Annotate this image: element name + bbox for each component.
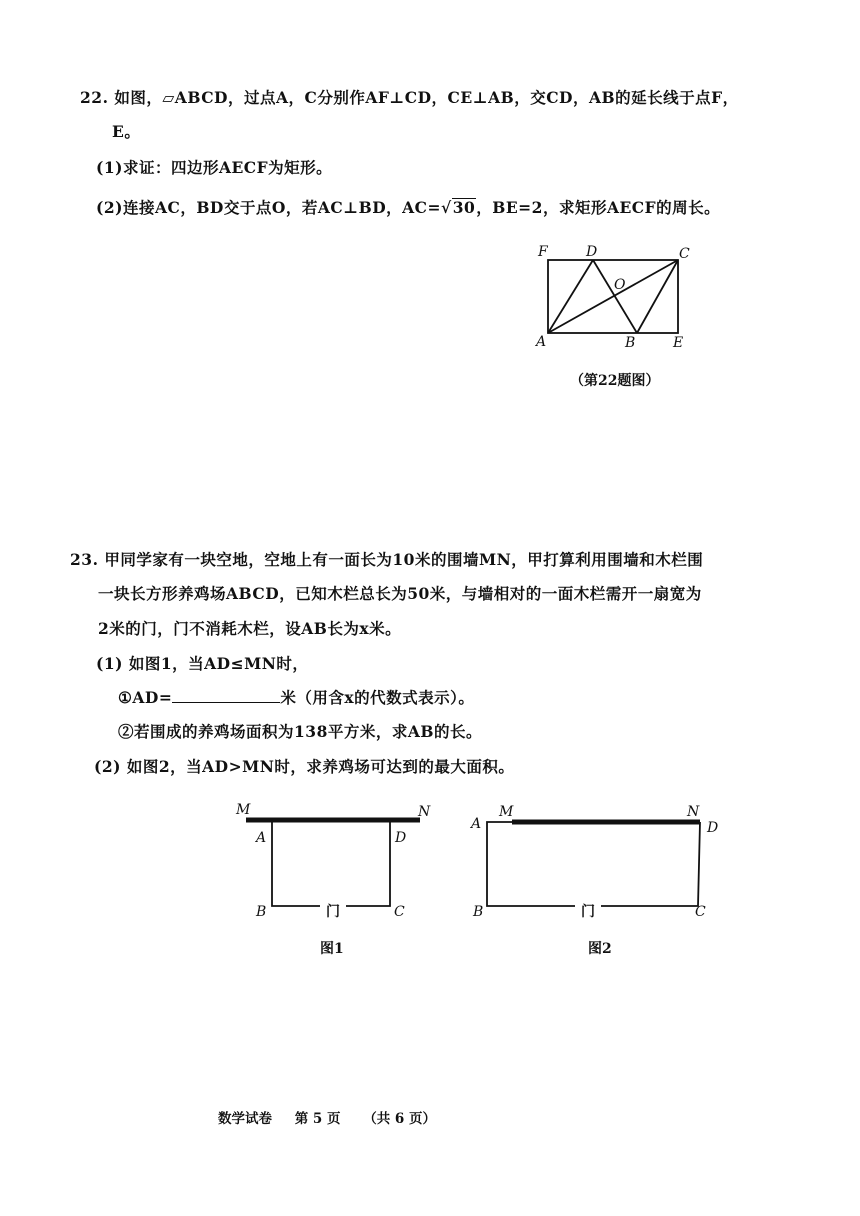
label-b: B [625,335,636,351]
q23-stem-text: 甲同学家有一块空地，空地上有一面长为10米的围墙MN，甲打算利用围墙和木栏围 [104,550,704,569]
q22-part1: (1)求证：四边形AECF为矩形。 [96,158,333,177]
q22-part2 [96,196,720,218]
fig1-label-b: B [256,904,267,920]
label-a: A [536,334,547,350]
page-footer [218,1107,436,1127]
q23-sub1-post: 米（用含x的代数式表示）。 [280,688,475,707]
fig1-label-c: C [394,904,405,920]
q23-stem-line2: 一块长方形养鸡场ABCD，已知木栏总长为50米，与墙相对的一面木栏需开一扇宽为 [98,584,702,603]
fig2-label-a: A [471,816,482,832]
fig2-label-b: B [473,904,484,920]
label-c: C [679,246,690,262]
fig1-label-n: N [418,804,431,820]
fig1-gate: 门 [326,904,340,920]
label-e: E [673,335,684,351]
q23-figure1 [230,800,440,925]
q23-line1 [70,548,703,570]
q23-part2: (2) 如图2，当AD>MN时，求养鸡场可达到的最大面积。 [94,757,515,776]
q22-figure [530,238,710,353]
segment-ad [548,260,593,333]
q23-figure2 [465,800,735,925]
q22-stem-text: 如图，▱ABCD，过点A，C分别作AF⊥CD，CE⊥AB，交CD，AB的延长线于点F， [114,88,739,107]
q22-sqrt-radicand: 30 [452,198,476,217]
sqrt-symbol: √ [441,198,452,217]
q23-sub1 [118,686,474,708]
fig2-label-c: C [695,904,706,920]
q23-figure2-caption: 图2 [588,941,612,957]
fig1-label-d: D [395,830,407,846]
q23-sub2: ②若围成的养鸡场面积为138平方米，求AB的长。 [118,722,482,741]
segment-db [593,260,637,333]
q23-number: 23. [70,550,99,569]
fence-left-bottom [272,822,320,906]
footer-subject: 数学试卷 [218,1111,272,1127]
fig1-label-a: A [256,830,267,846]
fig2-label-m: M [499,804,514,820]
q22-line1 [80,86,739,108]
fence-right [601,822,700,906]
q22-part2-post: ，BE=2，求矩形AECF的周长。 [476,198,721,217]
footer-total-pages: （共 6 页） [363,1111,436,1127]
q23-part1: (1) 如图1，当AD≤MN时， [96,654,309,673]
q23-figure1-caption: 图1 [320,941,344,957]
q22-number: 22. [80,88,109,107]
fence-left [487,822,575,906]
fig1-label-m: M [236,802,251,818]
footer-page-number: 第 5 页 [294,1111,341,1127]
q23-stem-line3: 2米的门，门不消耗木栏，设AB长为x米。 [98,619,402,638]
fig2-label-n: N [687,804,700,820]
fence-right-bottom [346,822,390,906]
q22-part2-pre: (2)连接AC，BD交于点O，若AC⊥BD，AC= [96,198,441,217]
label-d: D [586,244,598,260]
fig2-gate: 门 [581,904,595,920]
fig2-label-d: D [707,820,719,836]
q23-sub1-pre: ①AD= [118,688,173,707]
q22-stem-line2: E。 [112,122,141,141]
label-o: O [614,277,626,293]
answer-blank[interactable] [172,702,280,703]
q22-figure-caption: （第22题图） [570,373,660,389]
label-f: F [538,244,548,260]
